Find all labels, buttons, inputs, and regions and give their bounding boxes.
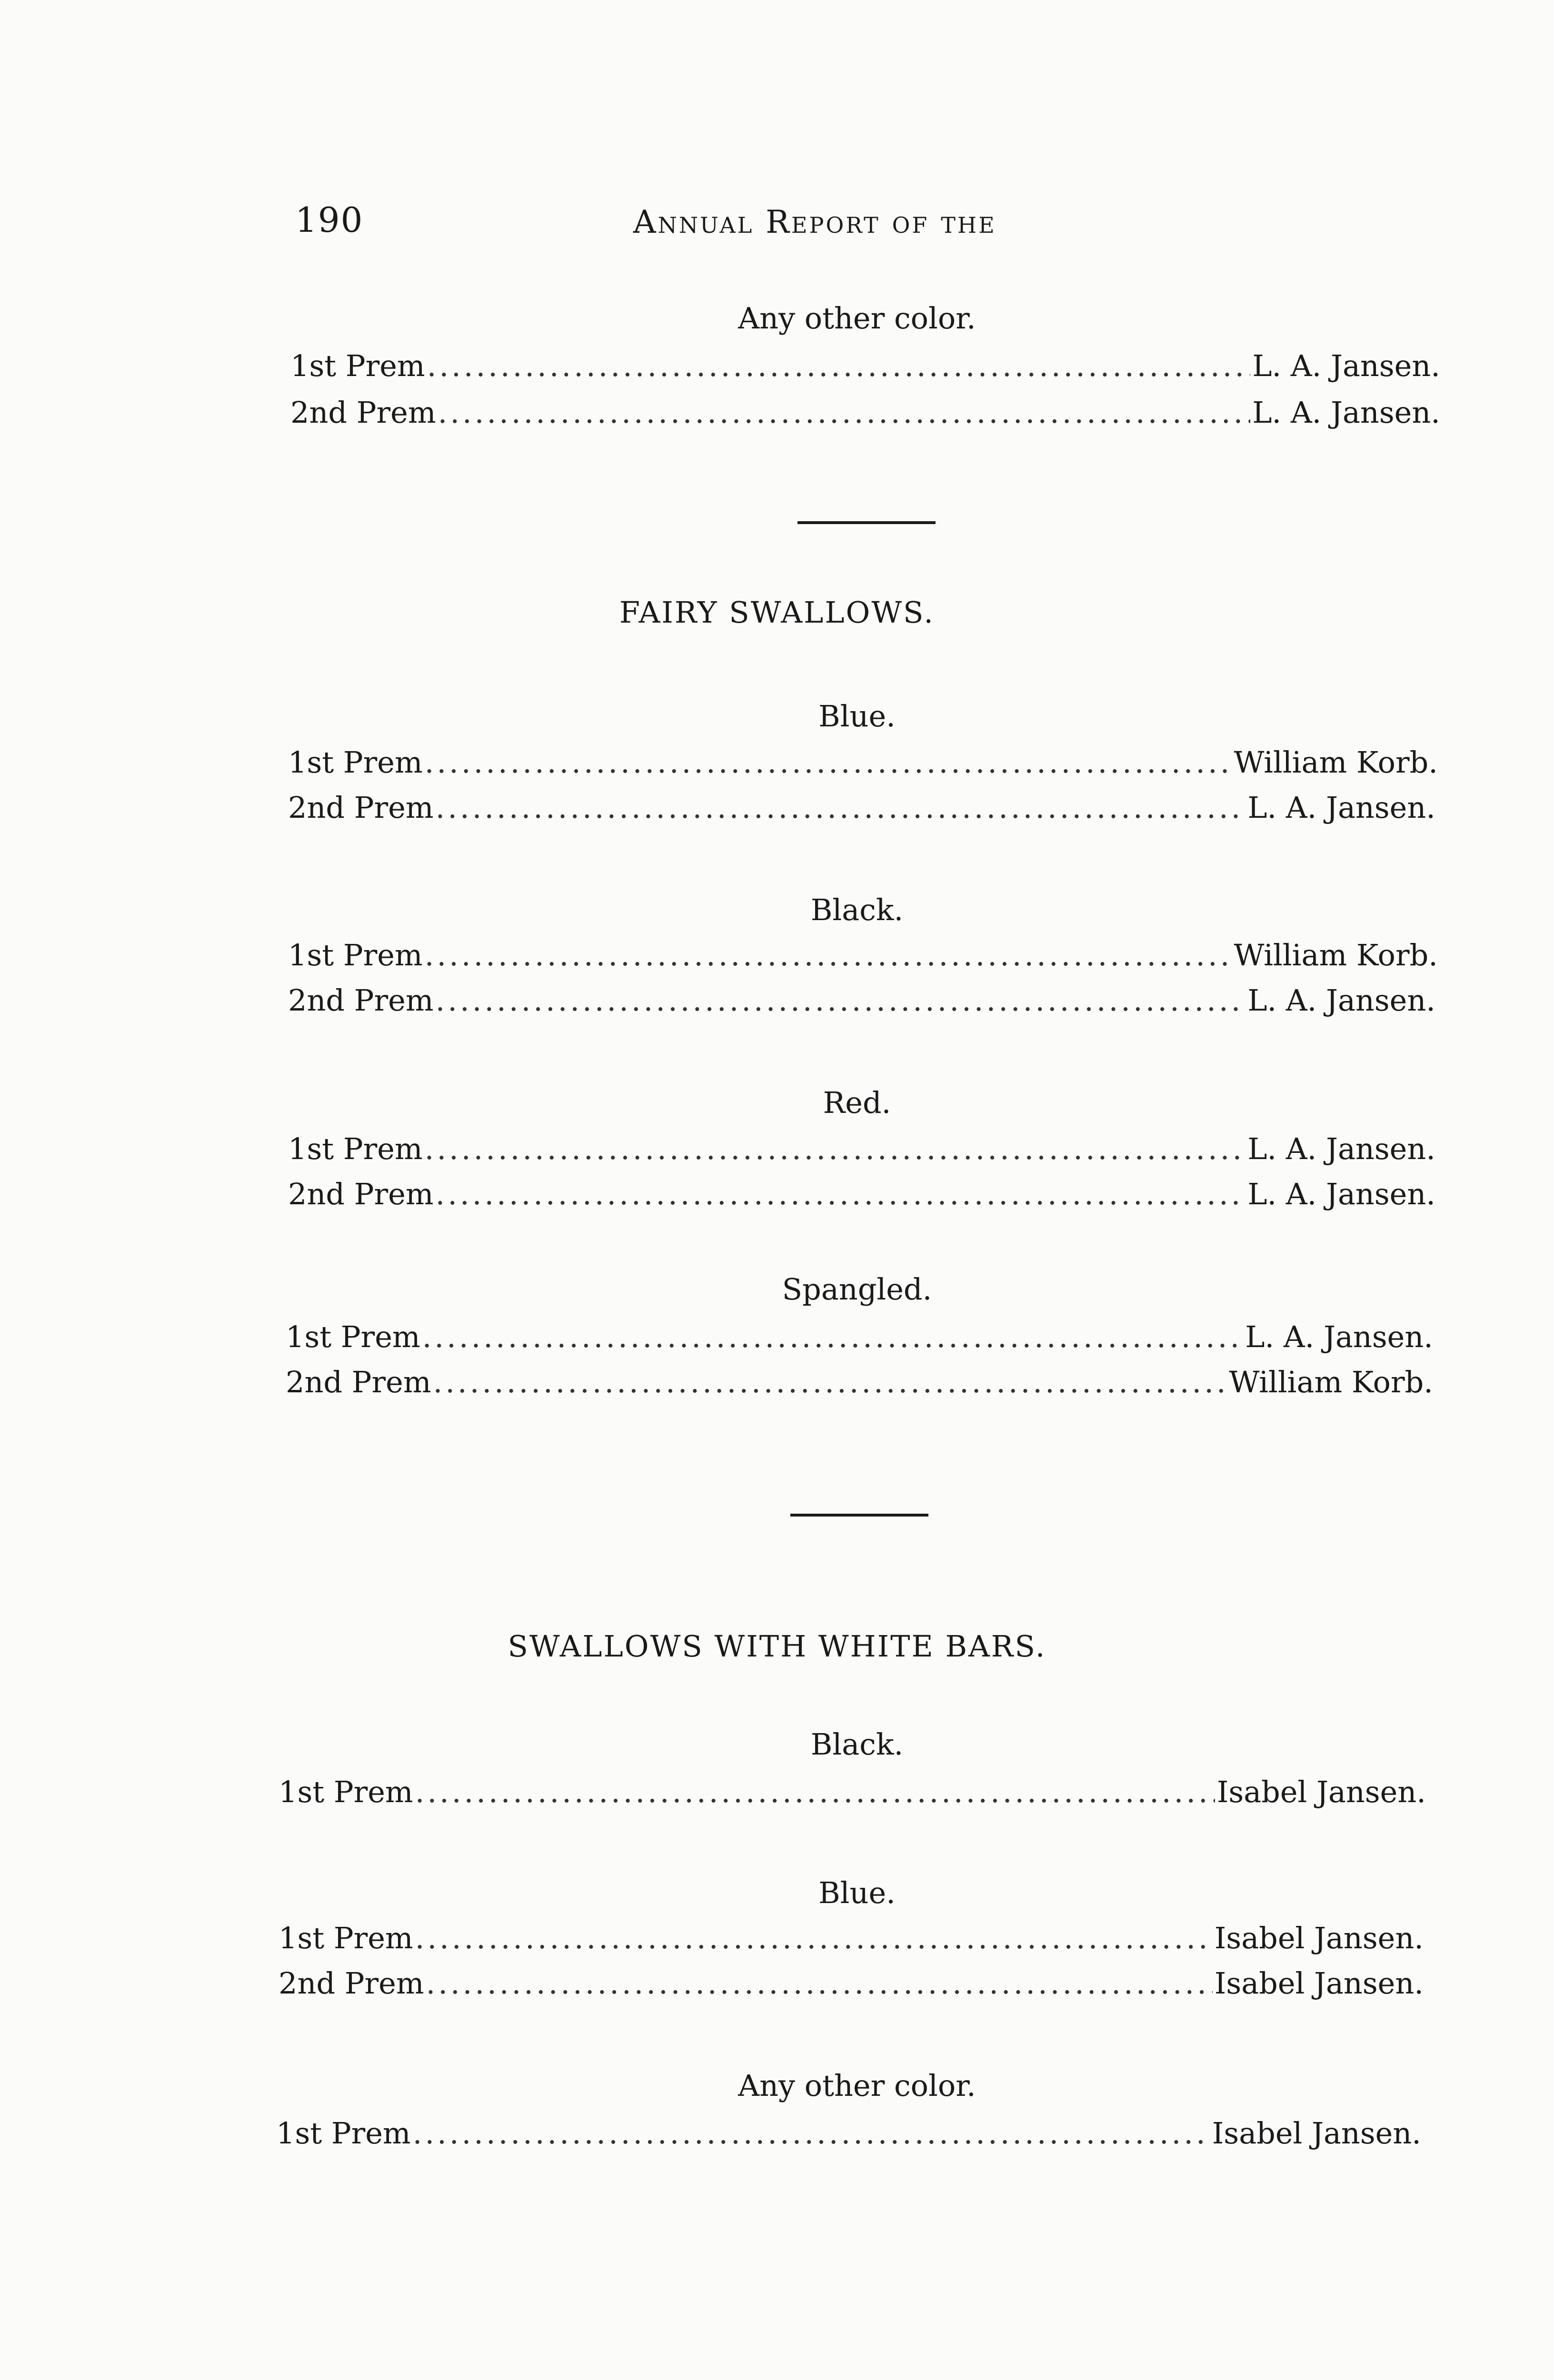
prize-label: 1st Prem	[288, 1131, 423, 1166]
dot-leader	[413, 2116, 1210, 2151]
section-divider	[797, 521, 936, 524]
dot-leader	[436, 1177, 1246, 1211]
dot-leader	[425, 1131, 1246, 1166]
subheading-any-other-color: Any other color.	[738, 2068, 976, 2103]
section-heading-swallows-white-bars: SWALLOWS WITH WHITE BARS.	[508, 1629, 1046, 1664]
dot-leader	[427, 348, 1251, 383]
prize-entry	[288, 938, 1438, 972]
prize-entry	[288, 745, 1438, 780]
winner-name: L. A. Jansen.	[1247, 983, 1435, 1018]
prize-entry	[288, 1177, 1435, 1211]
prize-entry	[279, 1966, 1424, 2001]
subheading-black: Black.	[810, 1727, 904, 1762]
subheading-blue: Blue.	[818, 699, 896, 734]
dot-leader	[436, 983, 1246, 1018]
prize-entry	[288, 790, 1435, 825]
dot-leader	[438, 395, 1251, 430]
subheading-any-other-color: Any other color.	[738, 301, 976, 336]
winner-name: L. A. Jansen.	[1247, 1177, 1435, 1211]
prize-entry	[290, 395, 1440, 430]
prize-entry	[288, 983, 1435, 1018]
winner-name: William Korb.	[1234, 745, 1438, 780]
dot-leader	[425, 745, 1232, 780]
winner-name: L. A. Jansen.	[1247, 1131, 1435, 1166]
dot-leader	[422, 1319, 1244, 1354]
dot-leader	[426, 1966, 1213, 2001]
prize-label: 1st Prem	[288, 938, 423, 972]
running-head: Annual Report of the	[633, 204, 996, 240]
dot-leader	[433, 1365, 1227, 1399]
prize-label: 2nd Prem	[279, 1966, 424, 2001]
dot-leader	[425, 938, 1232, 972]
winner-name: L. A. Jansen.	[1245, 1319, 1433, 1354]
prize-label: 1st Prem	[276, 2116, 411, 2151]
prize-label: 2nd Prem	[286, 1365, 431, 1399]
winner-name: Isabel Jansen.	[1214, 1921, 1424, 1955]
winner-name: Isabel Jansen.	[1212, 2116, 1421, 2151]
prize-label: 1st Prem	[286, 1319, 420, 1354]
prize-label: 2nd Prem	[288, 1177, 434, 1211]
prize-entry	[276, 2116, 1421, 2151]
subheading-blue: Blue.	[818, 1875, 896, 1910]
dot-leader	[415, 1921, 1213, 1955]
page-number: 190	[295, 200, 364, 240]
winner-name: Isabel Jansen.	[1214, 1966, 1424, 2001]
dot-leader	[436, 790, 1246, 825]
prize-label: 2nd Prem	[288, 790, 434, 825]
subheading-spangled: Spangled.	[782, 1272, 932, 1307]
winner-name: Isabel Jansen.	[1216, 1775, 1426, 1809]
subheading-red: Red.	[823, 1085, 891, 1120]
prize-entry	[286, 1365, 1433, 1399]
prize-label: 2nd Prem	[288, 983, 434, 1018]
prize-entry	[288, 1131, 1435, 1166]
prize-label: 1st Prem	[279, 1775, 413, 1809]
winner-name: William Korb.	[1234, 938, 1438, 972]
subheading-black: Black.	[810, 892, 904, 927]
prize-label: 2nd Prem	[290, 395, 436, 430]
dot-leader	[415, 1775, 1215, 1809]
prize-label: 1st Prem	[288, 745, 423, 780]
prize-entry	[290, 348, 1440, 383]
prize-entry	[279, 1775, 1426, 1809]
prize-label: 1st Prem	[290, 348, 425, 383]
winner-name: L. A. Jansen.	[1252, 348, 1440, 383]
prize-entry	[279, 1921, 1424, 1955]
prize-label: 1st Prem	[279, 1921, 413, 1955]
prize-entry	[286, 1319, 1433, 1354]
winner-name: L. A. Jansen.	[1252, 395, 1440, 430]
section-divider	[790, 1514, 928, 1517]
winner-name: L. A. Jansen.	[1247, 790, 1435, 825]
section-heading-fairy-swallows: FAIRY SWALLOWS.	[619, 595, 935, 630]
winner-name: William Korb.	[1229, 1365, 1433, 1399]
